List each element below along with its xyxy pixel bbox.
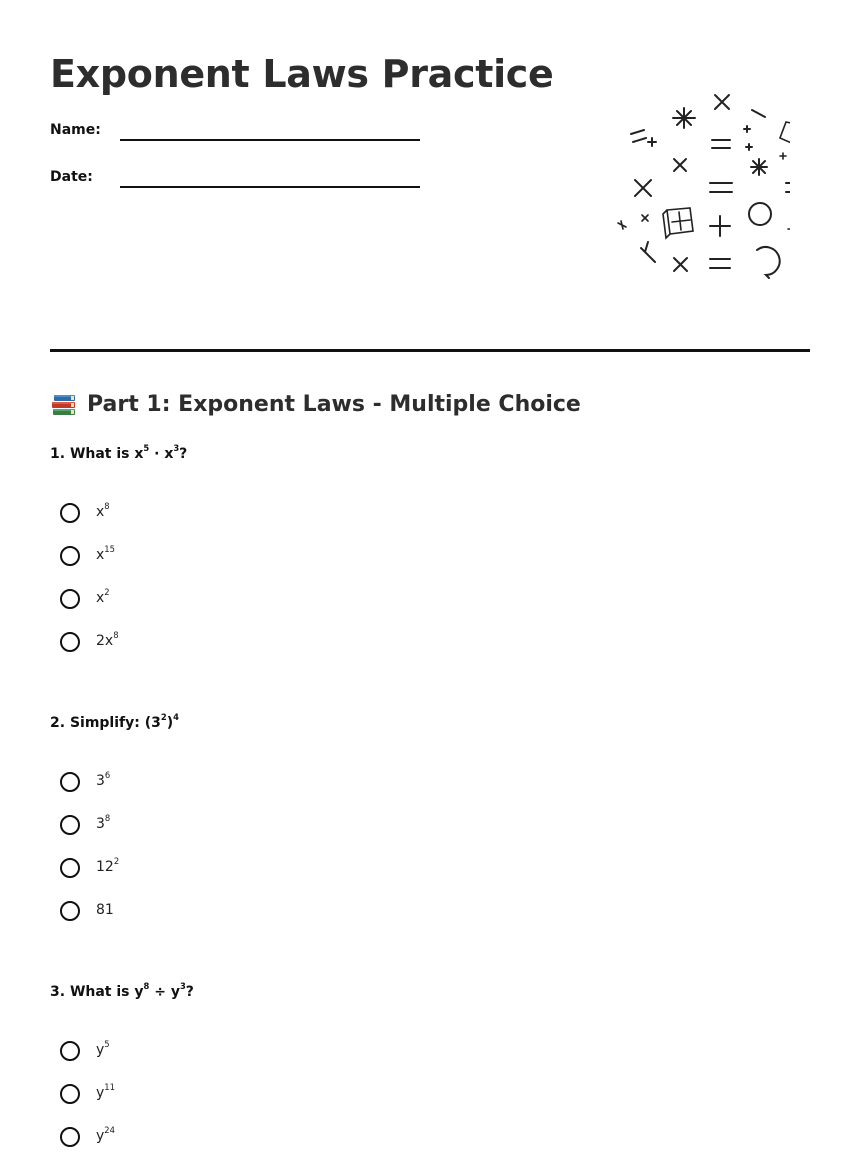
name-label: Name: (50, 122, 101, 138)
option-label: $x^{15}$ (96, 543, 115, 563)
radio-button[interactable] (60, 858, 80, 878)
radio-button[interactable] (60, 632, 80, 652)
question-1-text: 1. What is $x^5 \cdot x^3$? (50, 442, 188, 462)
question-2-option-c[interactable] (60, 855, 120, 901)
radio-button[interactable] (60, 901, 80, 921)
part1-heading (50, 389, 581, 419)
question-1-options (60, 500, 119, 675)
worksheet-title: Exponent Laws Practice (50, 52, 554, 96)
radio-button[interactable] (60, 815, 80, 835)
option-label: $3^6$ (96, 769, 111, 789)
books-icon (50, 390, 78, 418)
option-label: $3^8$ (96, 812, 111, 832)
option-label: $2x^8$ (96, 629, 119, 649)
section-divider (50, 349, 810, 352)
question-2-option-a[interactable] (60, 769, 119, 815)
part1-heading-text: Part 1: Exponent Laws - Multiple Choice (87, 391, 581, 417)
radio-button[interactable] (60, 1127, 80, 1147)
option-label: $12^2$ (96, 855, 120, 875)
question-1-option-c[interactable] (60, 586, 119, 632)
question-2-option-b[interactable] (60, 812, 119, 858)
option-label: $x^8$ (96, 500, 110, 520)
option-label: $y^{11}$ (96, 1081, 115, 1101)
question-1-option-d[interactable] (60, 629, 119, 675)
radio-button[interactable] (60, 1084, 80, 1104)
question-3-option-c[interactable] (60, 1124, 115, 1170)
radio-button[interactable] (60, 589, 80, 609)
option-label: $x^2$ (96, 586, 110, 606)
worksheet-page (50, 0, 810, 1161)
radio-button[interactable] (60, 1041, 80, 1061)
option-label: $y^5$ (96, 1038, 110, 1058)
question-2-option-d[interactable] (60, 901, 119, 944)
radio-button[interactable] (60, 772, 80, 792)
question-1-option-b[interactable] (60, 543, 119, 589)
question-3-option-a[interactable] (60, 1038, 115, 1084)
radio-button[interactable] (60, 503, 80, 523)
name-blank-line[interactable] (120, 139, 420, 141)
date-label: Date: (50, 169, 93, 185)
question-1-option-a[interactable] (60, 500, 119, 546)
math-symbols-doodle-icon (560, 88, 790, 288)
question-3-options (60, 1038, 115, 1170)
question-3-option-b[interactable] (60, 1081, 115, 1127)
question-2-text: 2. Simplify: $(3^2)^4$ (50, 711, 179, 731)
option-label: $y^{24}$ (96, 1124, 115, 1144)
question-2-options (60, 769, 120, 944)
date-blank-line[interactable] (120, 186, 420, 188)
question-3-text: 3. What is $y^8 \div y^3$? (50, 980, 194, 1000)
radio-button[interactable] (60, 546, 80, 566)
option-label: 81 (96, 902, 114, 918)
